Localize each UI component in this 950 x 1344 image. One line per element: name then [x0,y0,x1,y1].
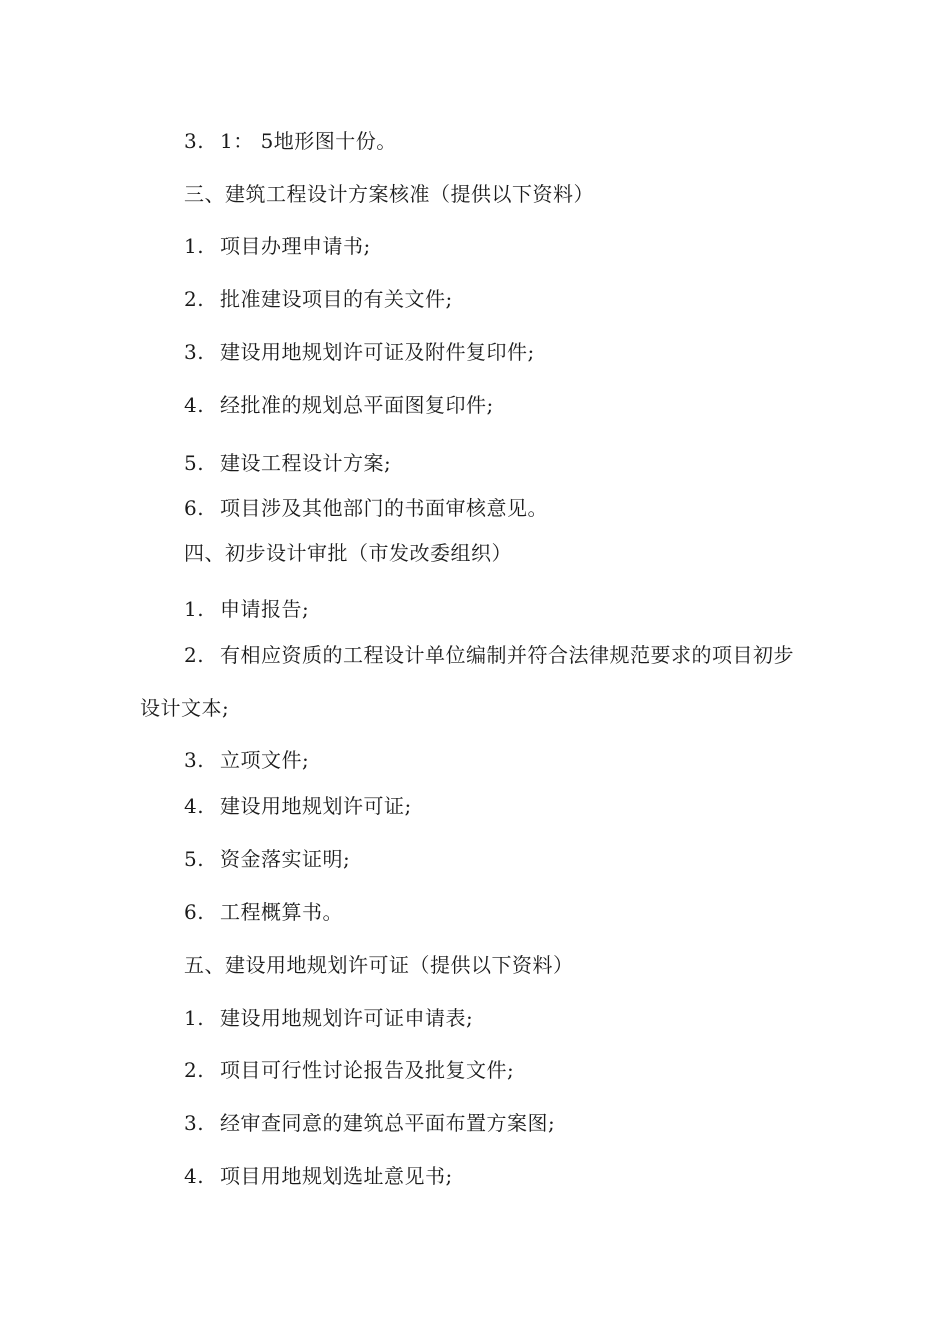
list-item-number: 4. [184,1164,205,1188]
section-heading-text: 四、初步设计审批（市发改委组织） [184,541,512,565]
list-item-text: 立项文件; [220,748,310,772]
list-item [184,900,343,924]
list-item-text: 经批准的规划总平面图复印件; [220,393,494,417]
list-item [184,496,548,520]
list-item-number: 4. [184,794,205,818]
list-item-number: 2. [184,1058,205,1082]
list-item [184,393,494,417]
list-item-number: 2. [184,287,205,311]
list-item-text: 1： 5地形图十份。 [220,129,397,153]
list-item [184,847,350,871]
list-item-text: 工程概算书。 [220,900,343,924]
list-item-text: 建设用地规划许可证及附件复印件; [220,340,535,364]
list-item-continuation [140,696,229,720]
section-heading [184,541,512,565]
list-item-text: 设计文本; [140,696,230,720]
list-item [184,234,371,258]
list-item-text: 资金落实证明; [220,847,351,871]
list-item [184,340,535,364]
list-item-number: 5. [184,451,205,475]
list-item-number: 3. [184,129,205,153]
list-item-number: 1. [184,597,205,621]
section-heading-text: 三、建筑工程设计方案核准（提供以下资料） [184,182,594,206]
list-item [184,1164,453,1188]
list-item [184,1058,514,1082]
list-item-number: 4. [184,393,205,417]
list-item-number: 1. [184,1006,205,1030]
list-item [184,451,391,475]
list-item [184,643,794,667]
list-item-number: 1. [184,234,205,258]
list-item [184,1006,473,1030]
list-item [184,287,453,311]
list-item-text: 项目用地规划选址意见书; [220,1164,453,1188]
list-item-text: 项目可行性讨论报告及批复文件; [220,1058,515,1082]
list-item-text: 建设工程设计方案; [220,451,392,475]
list-item-number: 3. [184,1111,205,1135]
list-item-number: 6. [184,900,205,924]
section-heading [184,182,594,206]
list-item [184,748,309,772]
section-heading [184,953,574,977]
list-item [184,794,412,818]
list-item-number: 3. [184,340,205,364]
list-item-number: 2. [184,643,205,667]
list-item-number: 5. [184,847,205,871]
list-item-text: 建设用地规划许可证; [220,794,412,818]
list-item [184,1111,555,1135]
list-item-text: 建设用地规划许可证申请表; [220,1006,474,1030]
list-item-number: 6. [184,496,205,520]
list-item-text: 项目涉及其他部门的书面审核意见。 [220,496,548,520]
list-item-text: 经审查同意的建筑总平面布置方案图; [220,1111,556,1135]
section-heading-text: 五、建设用地规划许可证（提供以下资料） [184,953,574,977]
list-item [184,597,309,621]
list-item-number: 3. [184,748,205,772]
list-item-text: 申请报告; [220,597,310,621]
list-item [184,129,397,153]
list-item-text: 有相应资质的工程设计单位编制并符合法律规范要求的项目初步 [220,643,794,667]
list-item-text: 项目办理申请书; [220,234,371,258]
list-item-text: 批准建设项目的有关文件; [220,287,453,311]
